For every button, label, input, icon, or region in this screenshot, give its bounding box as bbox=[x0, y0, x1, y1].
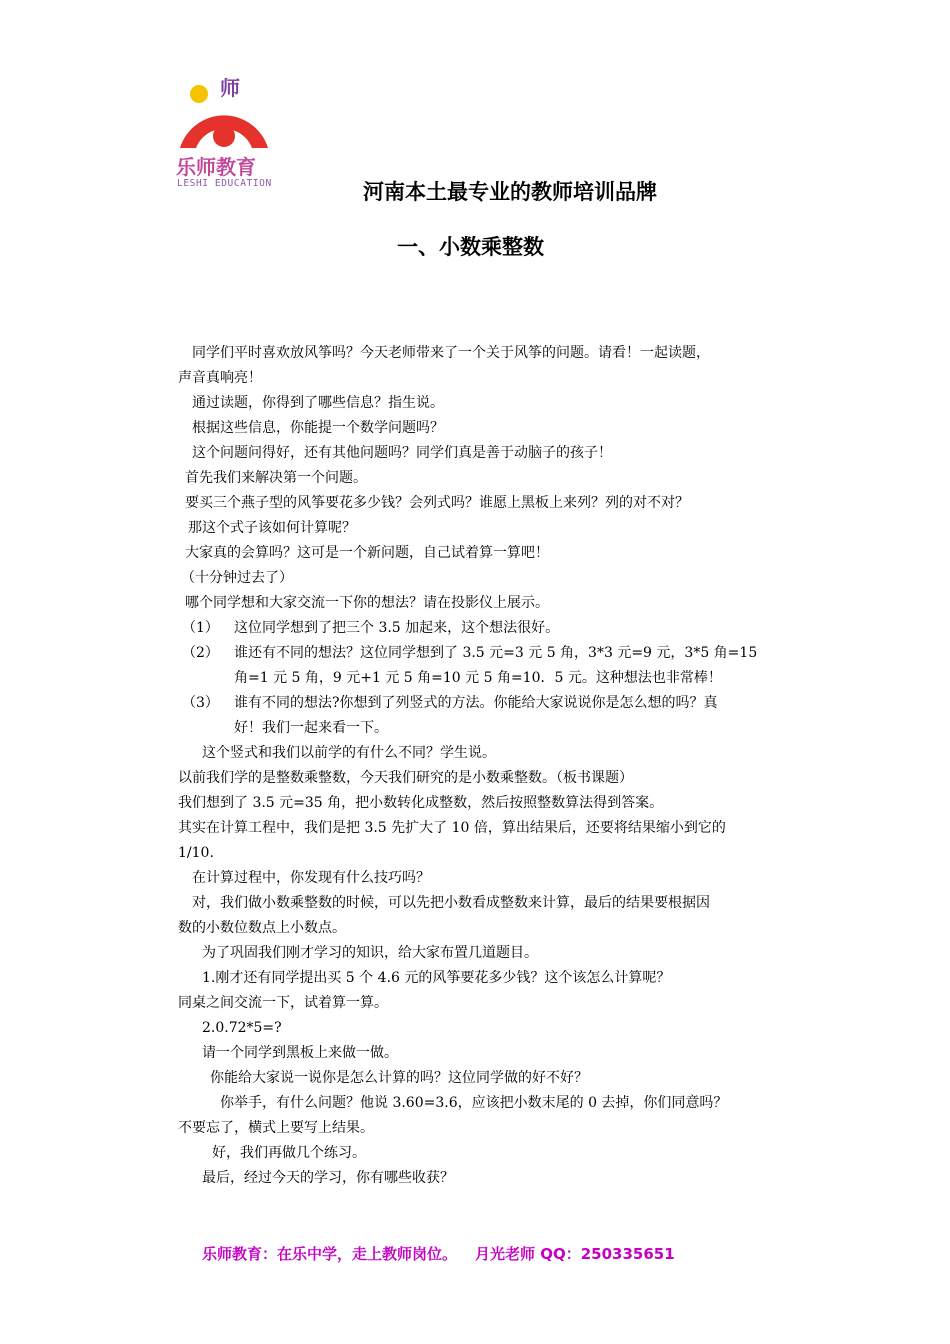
paragraph-line: 最后，经过今天的学习，你有哪些收获？ bbox=[202, 1170, 454, 1186]
list-marker: （2） bbox=[182, 645, 219, 661]
list-marker: （3） bbox=[182, 695, 219, 711]
paragraph-line: 对，我们做小数乘整数的时候，可以先把小数看成整数来计算，最后的结果要根据因 bbox=[192, 895, 710, 911]
paragraph-line: 你能给大家说一说你是怎么计算的吗？这位同学做的好不好？ bbox=[210, 1070, 588, 1086]
list-item-line: 谁有不同的想法?你想到了列竖式的方法。你能给大家说说你是怎么想的吗？真 bbox=[234, 695, 718, 711]
logo bbox=[172, 70, 282, 195]
paragraph-line: 我们想到了 3.5 元=35 角，把小数转化成整数，然后按照整数算法得到答案。 bbox=[178, 795, 664, 811]
paragraph-line: 其实在计算工程中，我们是把 3.5 先扩大了 10 倍，算出结果后，还要将结果缩小到它的 bbox=[178, 820, 726, 836]
paragraph-line: 为了巩固我们刚才学习的知识，给大家布置几道题目。 bbox=[202, 945, 538, 961]
list-item-line: 谁还有不同的想法？这位同学想到了 3.5 元=3 元 5 角，3*3 元=9 元，3*5 角=15 bbox=[234, 645, 758, 661]
paragraph-line: 1/10. bbox=[178, 845, 214, 861]
headline: 河南本土最专业的教师培训品牌 bbox=[363, 180, 657, 204]
logo-name-cn: 乐师教育 bbox=[176, 155, 256, 179]
paragraph-line: 2.0.72*5=? bbox=[202, 1020, 282, 1036]
footer-slogan: 乐师教育：在乐中学，走上教师岗位。 bbox=[202, 1245, 458, 1263]
section-title: 一、小数乘整数 bbox=[397, 235, 544, 259]
paragraph-line: 根据这些信息，你能提一个数学问题吗？ bbox=[192, 420, 444, 436]
logo-dot-icon bbox=[190, 85, 208, 103]
paragraph-line: 要买三个燕子型的风筝要花多少钱？会列式吗？谁愿上黑板上来列？列的对不对？ bbox=[185, 495, 689, 511]
list-marker: （1） bbox=[182, 620, 219, 636]
logo-char: 师 bbox=[220, 76, 240, 100]
paragraph-line: 同桌之间交流一下，试着算一算。 bbox=[178, 995, 388, 1011]
paragraph-line: 这个竖式和我们以前学的有什么不同？学生说。 bbox=[202, 745, 496, 761]
paragraph-line: 通过读题，你得到了哪些信息？指生说。 bbox=[192, 395, 444, 411]
list-item-line: 角=1 元 5 角，9 元+1 元 5 角=10 元 5 角=10．5 元。这种想法也非常棒！ bbox=[234, 670, 722, 686]
footer bbox=[202, 1243, 675, 1264]
paragraph-line: 大家真的会算吗？这可是一个新问题，自己试着算一算吧！ bbox=[185, 545, 549, 561]
list-item-line: 这位同学想到了把三个 3.5 加起来，这个想法很好。 bbox=[234, 620, 560, 636]
footer-contact: 月光老师 QQ：250335651 bbox=[475, 1245, 675, 1263]
list-item-line: 好！我们一起来看一下。 bbox=[234, 720, 388, 736]
paragraph-line: 在计算过程中，你发现有什么技巧吗？ bbox=[192, 870, 430, 886]
paragraph-line: 不要忘了，横式上要写上结果。 bbox=[178, 1120, 374, 1136]
logo-head-icon bbox=[213, 125, 235, 147]
paragraph-line: 你举手，有什么问题？他说 3.60=3.6，应该把小数末尾的 0 去掉，你们同意吗？ bbox=[220, 1095, 728, 1111]
paragraph-line: 首先我们来解决第一个问题。 bbox=[185, 470, 367, 486]
paragraph-line: 那这个式子该如何计算呢？ bbox=[188, 520, 356, 536]
paragraph-line: 同学们平时喜欢放风筝吗？今天老师带来了一个关于风筝的问题。请看！一起读题， bbox=[192, 345, 710, 361]
paragraph-line: （十分钟过去了） bbox=[181, 570, 293, 586]
paragraph-line: 以前我们学的是整数乘整数，今天我们研究的是小数乘整数。（板书课题） bbox=[178, 770, 633, 786]
paragraph-line: 好，我们再做几个练习。 bbox=[212, 1145, 366, 1161]
logo-name-en: LESHI EDUCATION bbox=[177, 178, 272, 189]
paragraph-line: 声音真响亮！ bbox=[178, 370, 262, 386]
paragraph-line: 请一个同学到黑板上来做一做。 bbox=[202, 1045, 398, 1061]
paragraph-line: 哪个同学想和大家交流一下你的想法？请在投影仪上展示。 bbox=[185, 595, 549, 611]
paragraph-line: 数的小数位数点上小数点。 bbox=[178, 920, 346, 936]
paragraph-line: 这个问题问得好，还有其他问题吗？同学们真是善于动脑子的孩子！ bbox=[192, 445, 612, 461]
paragraph-line: 1.刚才还有同学提出买 5 个 4.6 元的风筝要花多少钱？这个该怎么计算呢？ bbox=[202, 970, 671, 986]
